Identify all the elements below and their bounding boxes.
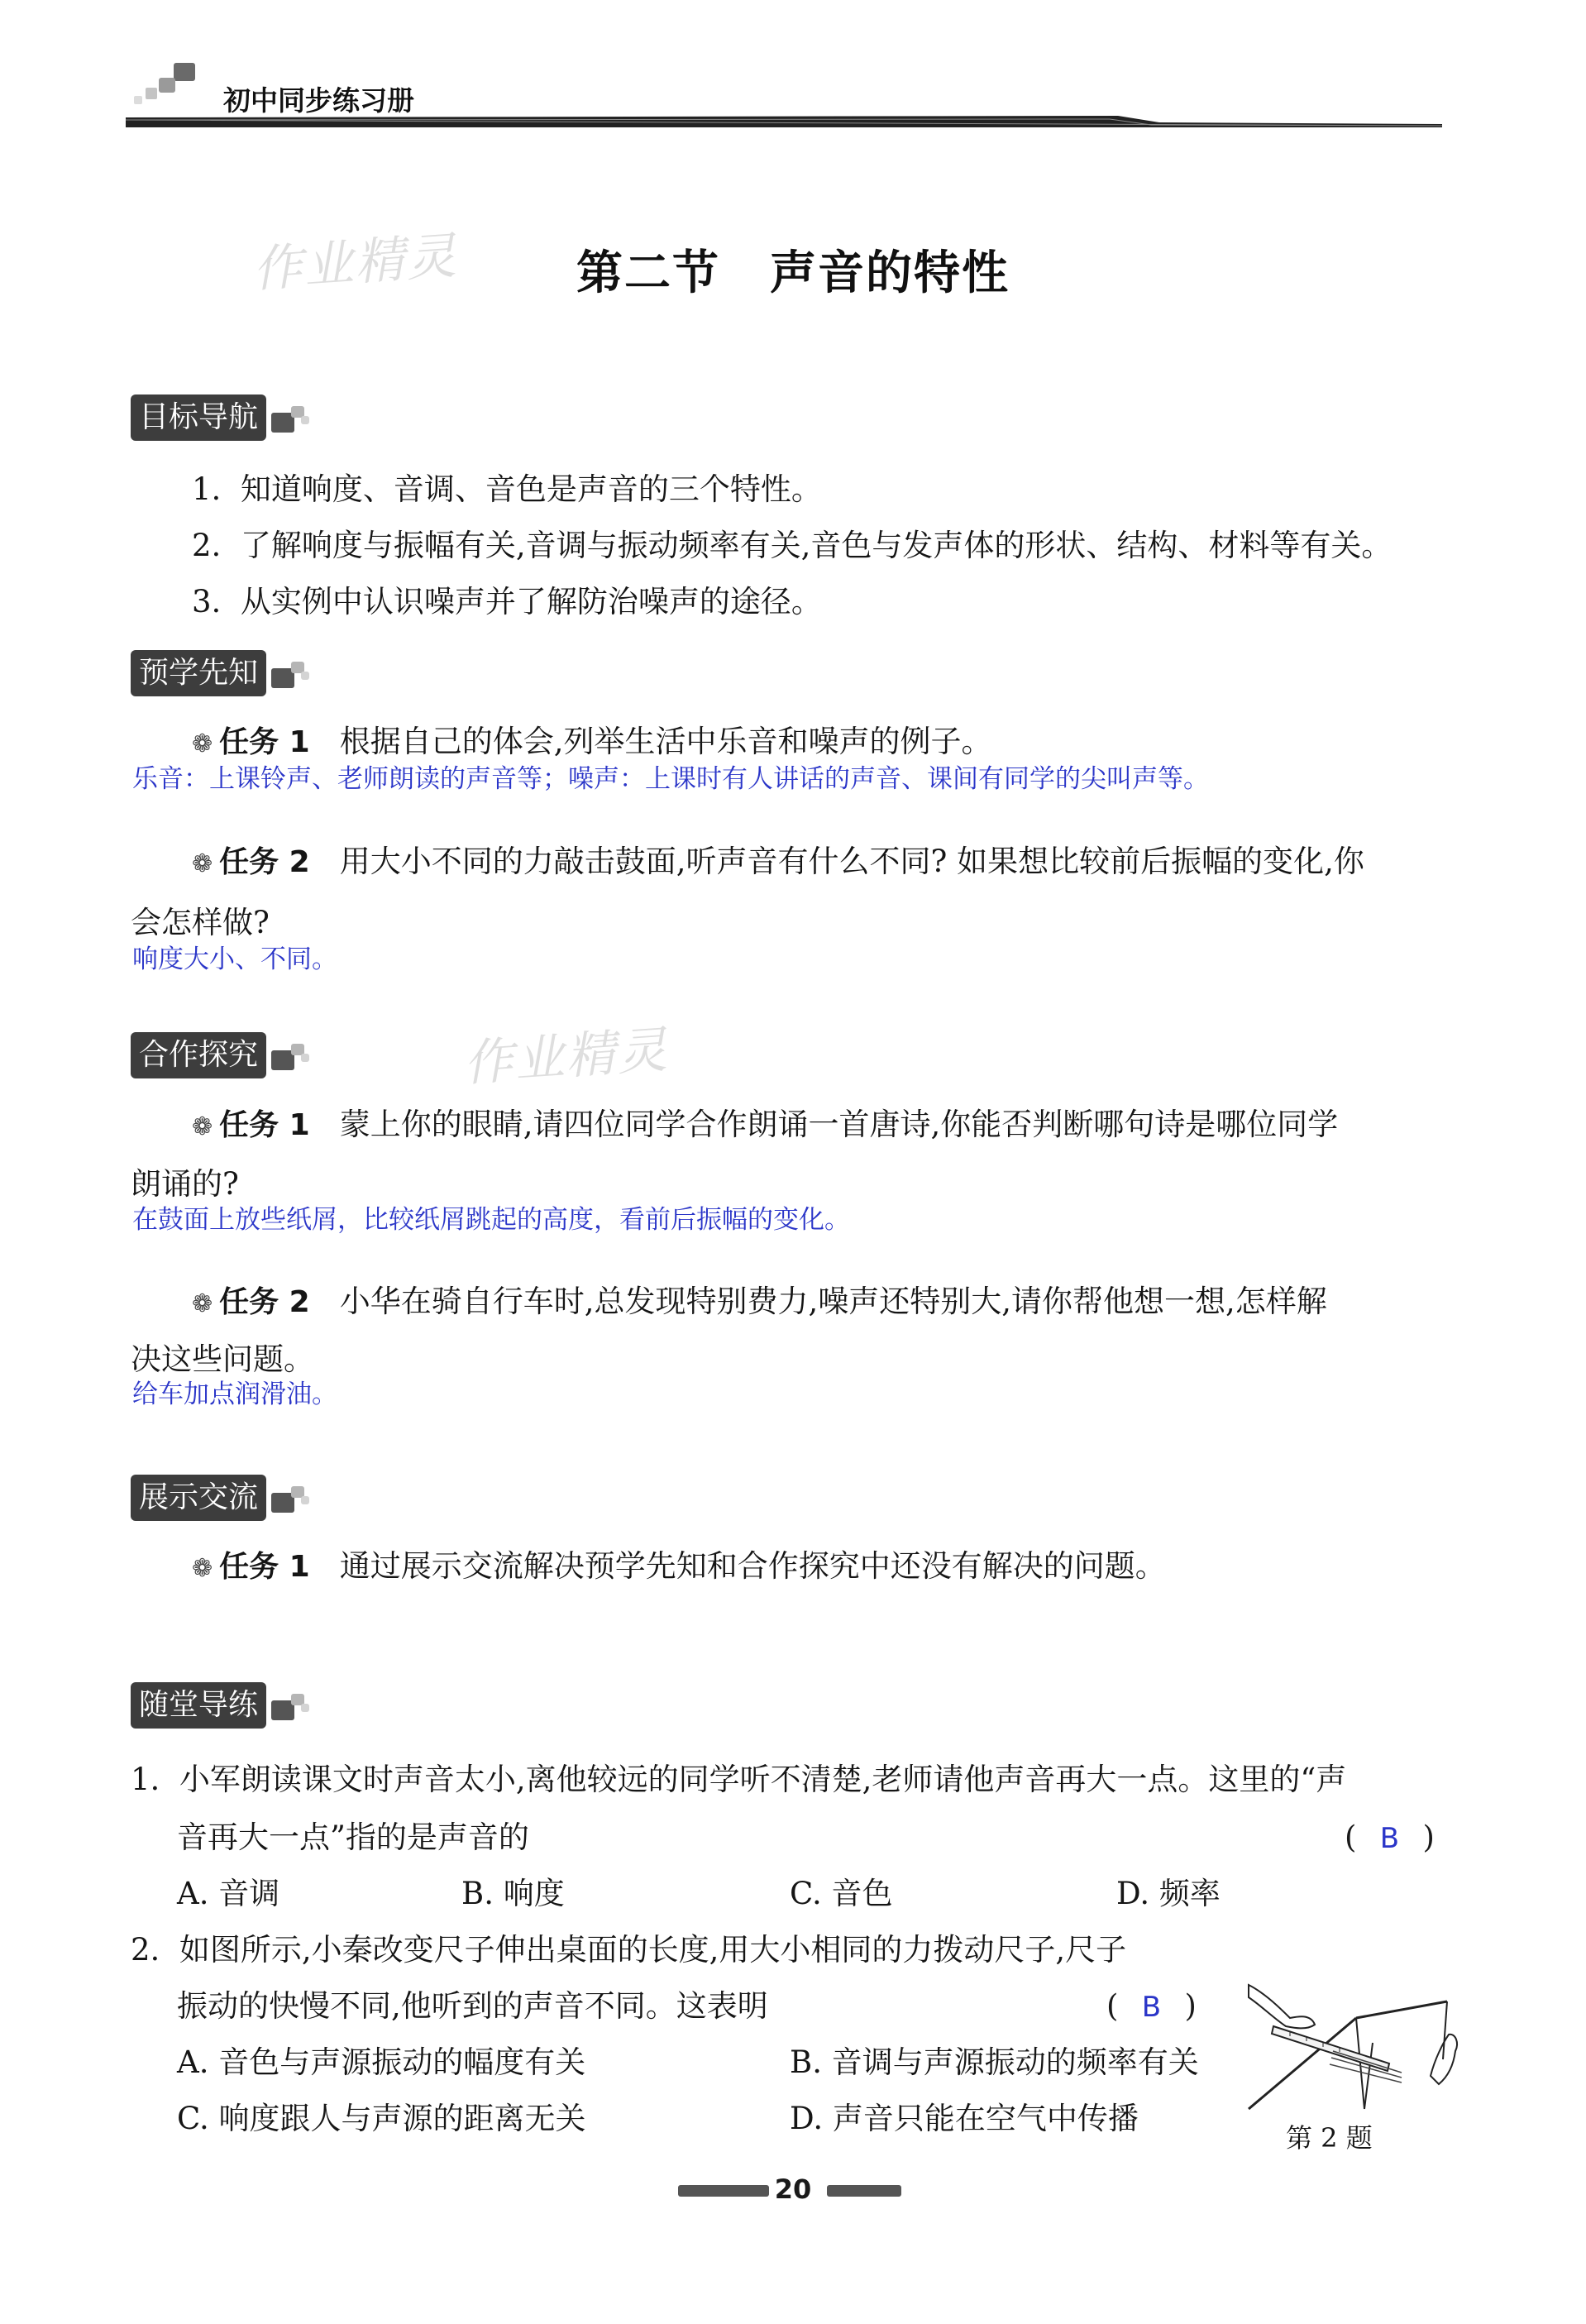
handwritten-answer: 给车加点润滑油。 bbox=[132, 1380, 337, 1409]
task-text: 小华在骑自行车时,总发现特别费力,噪声还特别大,请你帮他想一想,怎样解 bbox=[339, 1284, 1327, 1319]
section-tag-explore bbox=[131, 1032, 318, 1078]
task-text-continued: 会怎样做? bbox=[131, 905, 270, 940]
header-rule bbox=[126, 116, 1442, 129]
explore-task-2 bbox=[192, 1284, 1327, 1322]
goal-num: 3. bbox=[192, 584, 222, 619]
goal-item bbox=[192, 528, 1392, 564]
option: A. 音色与声源振动的幅度有关 bbox=[177, 2044, 586, 2080]
task-text: 蒙上你的眼睛,请四位同学合作朗诵一首唐诗,你能否判断哪句诗是哪位同学 bbox=[339, 1107, 1339, 1142]
task-text: 通过展示交流解决预学先知和合作探究中还没有解决的问题。 bbox=[339, 1548, 1166, 1584]
tag-decoration bbox=[271, 1039, 318, 1072]
section-tag-goals bbox=[131, 395, 318, 441]
gear-icon: ❁ bbox=[192, 1112, 213, 1141]
question-text: 如图所示,小秦改变尺子伸出桌面的长度,用大小相同的力拨动尺子,尺子 bbox=[179, 1932, 1127, 1968]
task-label: 任务 1 bbox=[219, 1550, 310, 1584]
ruler-on-table-figure bbox=[1232, 1968, 1472, 2134]
handwritten-answer: 响度大小、不同。 bbox=[132, 944, 337, 974]
tag-decoration bbox=[271, 1481, 318, 1514]
explore-task-1 bbox=[192, 1107, 1338, 1145]
question-2-line2: 振动的快慢不同,他听到的声音不同。这表明 bbox=[177, 1988, 768, 2024]
task-text: 用大小不同的力敲击鼓面,听声音有什么不同? 如果想比较前后振幅的变化,你 bbox=[339, 844, 1364, 879]
section-tag-preview bbox=[131, 650, 318, 696]
question-text: 小军朗读课文时声音太小,离他较远的同学听不清楚,老师请他声音再大一点。这里的“声 bbox=[179, 1762, 1347, 1797]
goal-num: 1. bbox=[192, 471, 222, 507]
gear-icon: ❁ bbox=[192, 1554, 213, 1583]
answer-bracket: ( B ) bbox=[1345, 1820, 1435, 1855]
watermark: 作业精灵 bbox=[461, 1021, 671, 1093]
gear-icon: ❁ bbox=[192, 849, 213, 878]
share-task-1 bbox=[192, 1548, 1166, 1587]
task-text-continued: 决这些问题。 bbox=[131, 1341, 314, 1377]
option: C. 音色 bbox=[790, 1876, 893, 1911]
page-title bbox=[0, 237, 1586, 303]
goal-num: 2. bbox=[192, 528, 222, 563]
goal-text: 了解响度与振幅有关,音调与振动频率有关,音色与发声体的形状、结构、材料等有关。 bbox=[240, 528, 1393, 563]
task-text-continued: 朗诵的? bbox=[131, 1166, 239, 1202]
task-label: 任务 2 bbox=[219, 1285, 310, 1319]
tag-decoration bbox=[271, 401, 318, 434]
question-number: 2. bbox=[131, 1932, 160, 1968]
option: C. 响度跟人与声源的距离无关 bbox=[177, 2101, 586, 2136]
preview-task-1 bbox=[192, 724, 992, 763]
section-tag-share bbox=[131, 1475, 318, 1521]
option: D. 频率 bbox=[1116, 1876, 1221, 1911]
handwritten-answer: 在鼓面上放些纸屑，比较纸屑跳起的高度，看前后振幅的变化。 bbox=[132, 1205, 850, 1235]
tag-decoration bbox=[271, 657, 318, 690]
goal-item bbox=[192, 584, 822, 620]
task-label: 任务 2 bbox=[219, 845, 310, 879]
task-text: 根据自己的体会,列举生活中乐音和噪声的例子。 bbox=[339, 724, 992, 759]
question-1-line1 bbox=[131, 1762, 1346, 1798]
section-name: 声音的特性 bbox=[770, 246, 1010, 300]
section-tag-practice bbox=[131, 1682, 318, 1729]
option: B. 音调与声源振动的频率有关 bbox=[790, 2044, 1199, 2080]
goal-item bbox=[192, 471, 822, 508]
section-tag-label: 随堂导练 bbox=[131, 1682, 266, 1729]
option: A. 音调 bbox=[177, 1876, 280, 1911]
option: B. 响度 bbox=[461, 1876, 565, 1911]
question-number: 1. bbox=[131, 1762, 160, 1797]
preview-task-2 bbox=[192, 844, 1364, 882]
watermark: 作业精灵 bbox=[251, 227, 460, 299]
option: D. 声音只能在空气中传播 bbox=[790, 2101, 1139, 2136]
section-number: 第二节 bbox=[576, 246, 720, 300]
section-tag-label: 目标导航 bbox=[131, 395, 266, 441]
question-1-line2: 音再大一点”指的是声音的 bbox=[177, 1820, 529, 1855]
choice-answer: B bbox=[1141, 1991, 1162, 2024]
section-tag-label: 展示交流 bbox=[131, 1475, 266, 1521]
handwritten-answer: 乐音：上课铃声、老师朗读的声音等；噪声：上课时有人讲话的声音、课间有同学的尖叫声等。 bbox=[132, 764, 1209, 794]
question-2-line1 bbox=[131, 1932, 1126, 1968]
book-title: 初中同步练习册 bbox=[223, 84, 414, 117]
tag-decoration bbox=[271, 1689, 318, 1722]
gear-icon: ❁ bbox=[192, 1289, 213, 1318]
section-tag-label: 预学先知 bbox=[131, 650, 266, 696]
gear-icon: ❁ bbox=[192, 729, 213, 758]
page-number: 20 bbox=[774, 2173, 812, 2205]
task-label: 任务 1 bbox=[219, 1108, 310, 1142]
answer-bracket: ( B ) bbox=[1106, 1988, 1197, 2024]
header-decoration-squares bbox=[126, 61, 198, 111]
goal-text: 知道响度、音调、音色是声音的三个特性。 bbox=[240, 471, 822, 507]
choice-answer: B bbox=[1379, 1822, 1400, 1855]
task-label: 任务 1 bbox=[219, 725, 310, 759]
figure-caption: 第 2 题 bbox=[1286, 2122, 1373, 2154]
section-tag-label: 合作探究 bbox=[131, 1032, 266, 1078]
goal-text: 从实例中认识噪声并了解防治噪声的途径。 bbox=[240, 584, 822, 619]
